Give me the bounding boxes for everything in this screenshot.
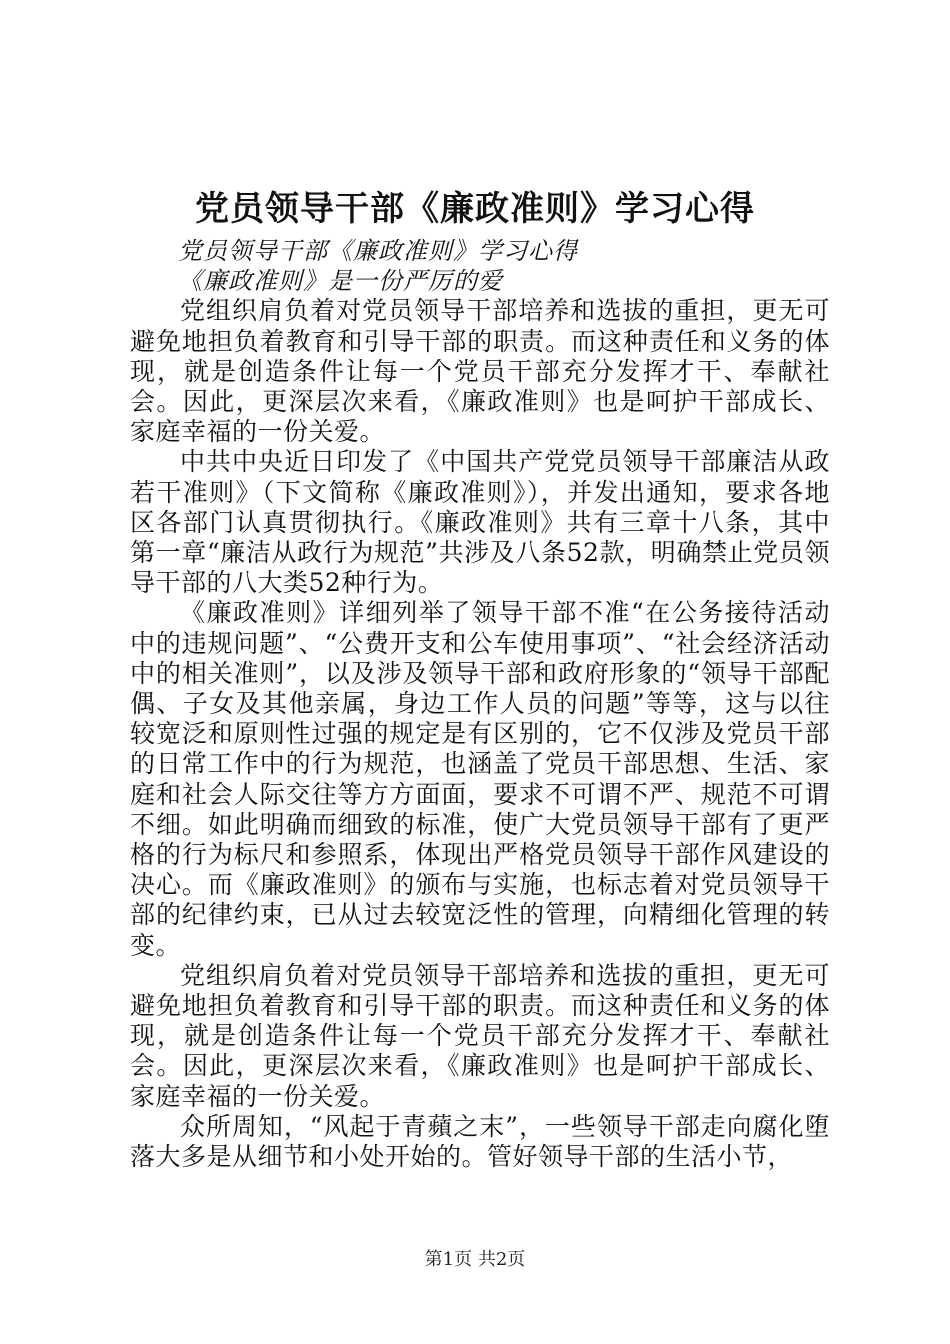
body-paragraph-4: 党组织肩负着对党员领导干部培养和选拔的重担，更无可避免地担负着教育和引导干部的职责。而这种责任和义务的体现，就是创造条件让每一个党员干部充分发挥才干、奉献社会。因此，更深层次来看，《廉政准则》也是呵护干部成长、家庭幸福的一份关爱。	[130, 960, 830, 1111]
body-paragraph-1: 党组织肩负着对党员领导干部培养和选拔的重担，更无可避免地担负着教育和引导干部的职责。而这种责任和义务的体现，就是创造条件让每一个党员干部充分发挥才干、奉献社会。因此，更深层次来看，《廉政准则》也是呵护干部成长、家庭幸福的一份关爱。	[130, 296, 830, 447]
subtitle-line-1: 党员领导干部《廉政准则》学习心得	[178, 237, 578, 265]
body-paragraph-5: 众所周知，“风起于青蘋之末”，一些领导干部走向腐化堕落大多是从细节和小处开始的。管好领导干部的生活小节，	[130, 1111, 830, 1172]
subtitle-line-2: 《廉政准则》是一份严厉的爱	[178, 267, 503, 296]
body-paragraph-2: 中共中央近日印发了《中国共产党党员领导干部廉洁从政若干准则》（下文简称《廉政准则》），并发出通知，要求各地区各部门认真贯彻执行。《廉政准则》共有三章十八条，其中第一章“廉洁从政行为规范”共涉及八条52款，明确禁止党员领导干部的八大类52种行为。	[130, 447, 830, 598]
document-body	[130, 236, 830, 1172]
body-paragraph-3: 《廉政准则》详细列举了领导干部不准“在公务接待活动中的违规问题”、“公费开支和公车使用事项”、“社会经济活动中的相关准则”，以及涉及领导干部和政府形象的“领导干部配偶、子女及其他亲属，身边工作人员的问题”等等，这与以往较宽泛和原则性过强的规定是有区别的，它不仅涉及党员干部的日常工作中的行为规范，也涵盖了党员干部思想、生活、家庭和社会人际交往等方方面面，要求不可谓不严、规范不可谓不细。如此明确而细致的标准，使广大党员领导干部有了更严格的行为标尺和参照系，体现出严格党员领导干部作风建设的决心。而《廉政准则》的颁布与实施，也标志着对党员领导干部的纪律约束，已从过去较宽泛性的管理，向精细化管理的转变。	[130, 598, 830, 960]
document-title: 党员领导干部《廉政准则》学习心得	[195, 189, 755, 229]
page-footer: 第1页 共2页	[424, 1249, 526, 1270]
